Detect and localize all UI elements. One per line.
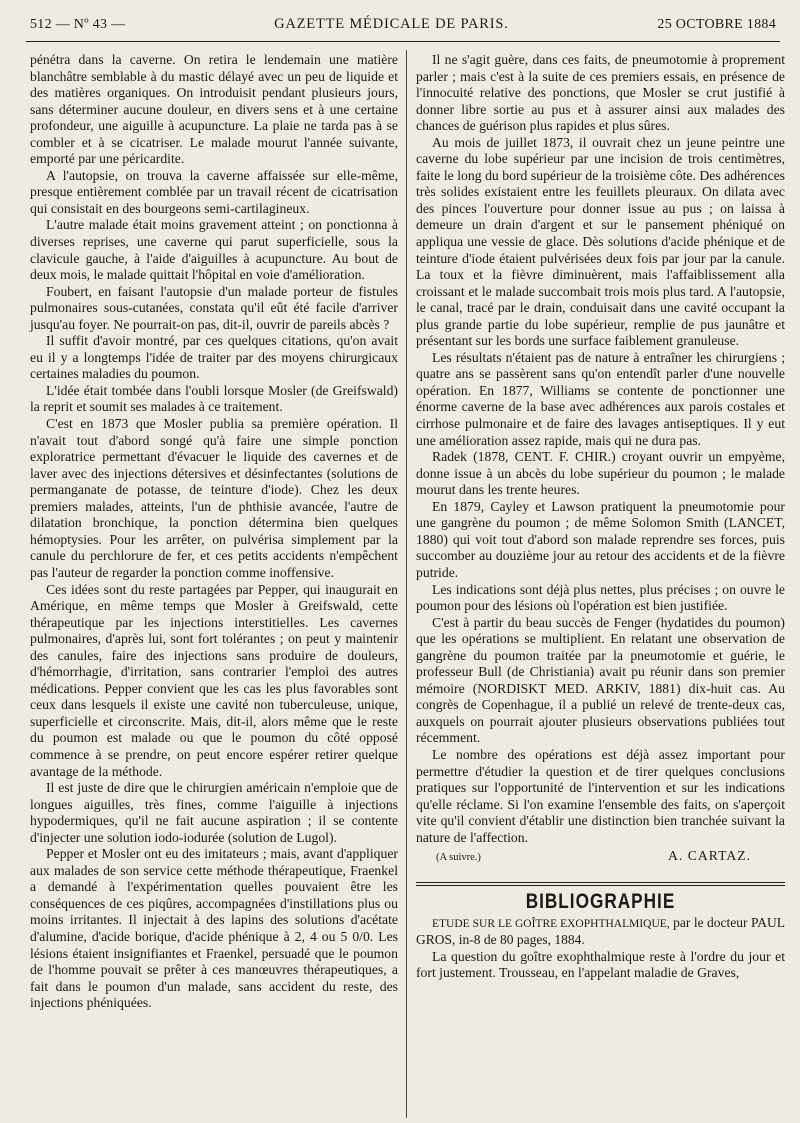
right-column: [416, 52, 785, 982]
issue-date: 25 OCTOBRE 1884: [657, 17, 776, 32]
paragraph: Il est juste de dire que le chirurgien américain n'emploie que de longues aiguilles, très fines, comme l'aiguille à injections hypodermiques, qu'il ne fait aucune aspiration ; il se contente d'injecter une solution iodo-iodurée (solution de Lugol).: [30, 780, 398, 845]
paragraph: Radek (1878, CENT. F. CHIR.) croyant ouvrir un empyème, donne issue à un abcès du lobe supérieur du poumon ; le malade mourut dans les trente heures.: [416, 449, 785, 498]
page-number: 512 — Nº 43 —: [30, 17, 126, 32]
article-signoff: [416, 848, 785, 864]
reference-details: par le docteur PAUL GROS, in-8 de 80 pages, 1884.: [416, 914, 785, 948]
paragraph: Ces idées sont du reste partagées par Pepper, qui inaugurait en Amérique, en même temps que Mosler à Greifswald, cette thérapeutique par les injections interstitielles. Les cavernes pulmonaires, d'après lui, sont fort tolérantes ; on peut y maintenir des canules, faire des injections sans produire de douleurs, d'hémorrhagie, d'irritation, sans contrarier l'emploi des autres médications. Pepper convient que les cas les plus favorables sont ceux dans lesquels il existe une cavité non tuberculeuse, unique, superficielle et circonscrite. Mais, dit-il, alors même que le reste du poumon est malade ou que le poumon du côté opposé commence à se prendre, on peut encore espérer retirer quelque avantage de la méthode.: [30, 581, 398, 779]
reference-title: ETUDE SUR LE GOÎTRE EXOPHTHALMIQUE,: [432, 917, 670, 930]
journal-title: GAZETTE MÉDICALE DE PARIS.: [274, 16, 509, 32]
header-rule: [26, 41, 780, 42]
page-header: [30, 16, 776, 42]
paragraph: pénétra dans la caverne. On retira le lendemain une matière blanchâtre semblable à du mastic délayé avec un peu de liquide et des matières organiques. On introduisit pendant plusieurs jours, sans déterminer aucune douleur, en divers sens et à une certaine profondeur, une aiguille à acupuncture. La plaie ne tarda pas à se combler et à se cicatriser. Le malade mourut l'année suivante, emporté par une péricardite.: [30, 52, 398, 167]
left-column: [30, 52, 398, 1012]
paragraph: Pepper et Mosler ont eu des imitateurs ; mais, avant d'appliquer aux malades de son service cette méthode thérapeutique, Fraenkel a demandé à l'expérimentation quelles pouvaient être les conséquences de ces piqûres, accompagnées d'instillations plus ou moins irritantes. Il injectait à des lapins des solutions d'acétate d'alumine, d'acide borique, d'acide phénique à 2, 4 ou 5 0/0. Les lésions étaient insignifiantes et Fraenkel, persuadé que le poumon de l'homme pouvait se prêter à ces manœuvres thérapeutiques, a fait dans le poumon d'un malade, sans accident du reste, des injections phéniquées.: [30, 846, 398, 1011]
bibliography-heading: BIBLIOGRAPHIE: [525, 890, 676, 914]
author-signature: A. CARTAZ.: [668, 848, 751, 864]
bibliography-paragraph: La question du goître exophthalmique reste à l'ordre du jour et fort justement. Trousseau, en l'appelant maladie de Graves,: [416, 948, 785, 981]
paragraph: C'est en 1873 que Mosler publia sa première opération. Il n'avait tout d'abord songé qu'à faire une simple ponction exploratrice permettant d'évacuer le liquide des cavernes et de laver avec des injections détersives et désinfectantes (solutions de permanganate de potasse, de teinture d'iode). Chez les deux premiers malades, atteints, l'un de phthisie avancée, l'autre de dilatation bronchique, la ponction détermina bien quelques hémoptysies. Pour les arrêter, on pulvérisa simplement par la canule du perchlorure de fer, et ces petits accidents n'empêchent pas l'auteur de regarder la ponction comme inoffensive.: [30, 416, 398, 580]
column-divider: [406, 50, 407, 1118]
paragraph: Il ne s'agit guère, dans ces faits, de pneumotomie à proprement parler ; mais c'est à la suite de ces premiers essais, en présence de l'innocuité relative des ponctions, que Mosler se crut justifié à donner libre sortie au pus et à assurer ainsi aux malades des chances de guérison plus rapides et plus sûres.: [416, 52, 785, 134]
paragraph: Au mois de juillet 1873, il ouvrait chez un jeune peintre une caverne du lobe supérieur par une incision de trois centimètres, faite le long du bord supérieur de la troisième côte. Des adhérences très solides existaient entre les feuillets pleuraux. On dilata avec des pinces l'ouverture pour donner issue au pus ; on laissa à demeure un drain d'argent et sur le pansement phéniqué on appliqua une vessie de glace. Dès solutions d'acide phénique et de teinture d'iode étaient pulvérisées deux fois par jour par la canule. La toux et la fièvre diminuèrent, mais l'affaiblissement alla croissant et le malade succombait trois mois plus tard. A l'autopsie, le canal, tracé par le drain, conduisait dans une cavité occupant la plus grande partie du lobe supérieur, remplie de pus jaunâtre et présentant sur les bords une surface faiblement granuleuse.: [416, 134, 785, 349]
paragraph: Il suffit d'avoir montré, par ces quelques citations, qu'on avait eu il y a longtemps l'idée de traiter par des moyens chirurgicaux certaines maladies du poumon.: [30, 333, 398, 382]
paragraph: A l'autopsie, on trouva la caverne affaissée sur elle-même, presque entièrement comblée par un travail récent de cicatrisation qui consistait en des bourgeons semi-cartilagineux.: [30, 167, 398, 216]
paragraph: L'idée était tombée dans l'oubli lorsque Mosler (de Greifswald) la reprit et soumit ses malades à ce traitement.: [30, 382, 398, 415]
paragraph: Le nombre des opérations est déjà assez important pour permettre d'étudier la question et de tirer quelques conclusions pratiques sur l'opportunité de l'intervention et sur les indications qu'elle réclame. Si l'on examine l'ensemble des faits, on s'aperçoit vite qu'il convient d'établir une distinction bien tranchée suivant la nature de l'affection.: [416, 746, 785, 845]
continuation-note: (A suivre.): [436, 852, 481, 864]
paragraph: C'est à partir du beau succès de Fenger (hydatides du poumon) que les opérations se multiplient. En relatant une observation de gangrène du poumon traitée par la pneumotomie et guérie, le professeur Bull (de Christiania) avait pu réunir dans son premier mémoire (NORDISKT MED. ARKIV, 1881) dix-huit cas. Au congrès de Copenhague, il a publié un relevé de trente-deux cas, auxquels on pourrait ajouter plusieurs observations publiées tout récemment.: [416, 614, 785, 746]
section-rule: [416, 882, 785, 886]
bibliography-reference: [416, 915, 785, 949]
paragraph: L'autre malade était moins gravement atteint ; on ponctionna à diverses reprises, une caverne qui parut superficielle, sous la clavicule gauche, à l'aide d'aiguilles à acupuncture. Au bout de deux mois, le malade quittait l'hôpital en voie d'amélioration.: [30, 217, 398, 283]
paragraph: Les indications sont déjà plus nettes, plus précises ; on ouvre le poumon pour des lésions où l'opération est bien justifiée.: [416, 581, 785, 614]
paragraph: Foubert, en faisant l'autopsie d'un malade porteur de fistules pulmonaires sous-cutanées, constata qu'il eût été facile d'arriver jusqu'au foyer. Ne pourrait-on pas, dit-il, ouvrir de pareils abcès ?: [30, 283, 398, 332]
paragraph: En 1879, Cayley et Lawson pratiquent la pneumotomie pour une gangrène du poumon ; de même Solomon Smith (LANCET, 1880) qui voit tout d'abord son malade reprendre ses forces, puis succomber au douzième jour au retour des accidents et de la fièvre putride.: [416, 498, 785, 580]
paragraph: Les résultats n'étaient pas de nature à entraîner les chirurgiens ; quatre ans se passèrent sans qu'on entendît parler d'une nouvelle opération. En 1877, Williams se contente de ponctionner une énorme caverne de la base avec adhérences aux parois costales et cirrhose pulmonaire et de faire des lavages antiseptiques. Il y eut une amélioration assez rapide, mais qui ne dura pas.: [416, 349, 785, 448]
